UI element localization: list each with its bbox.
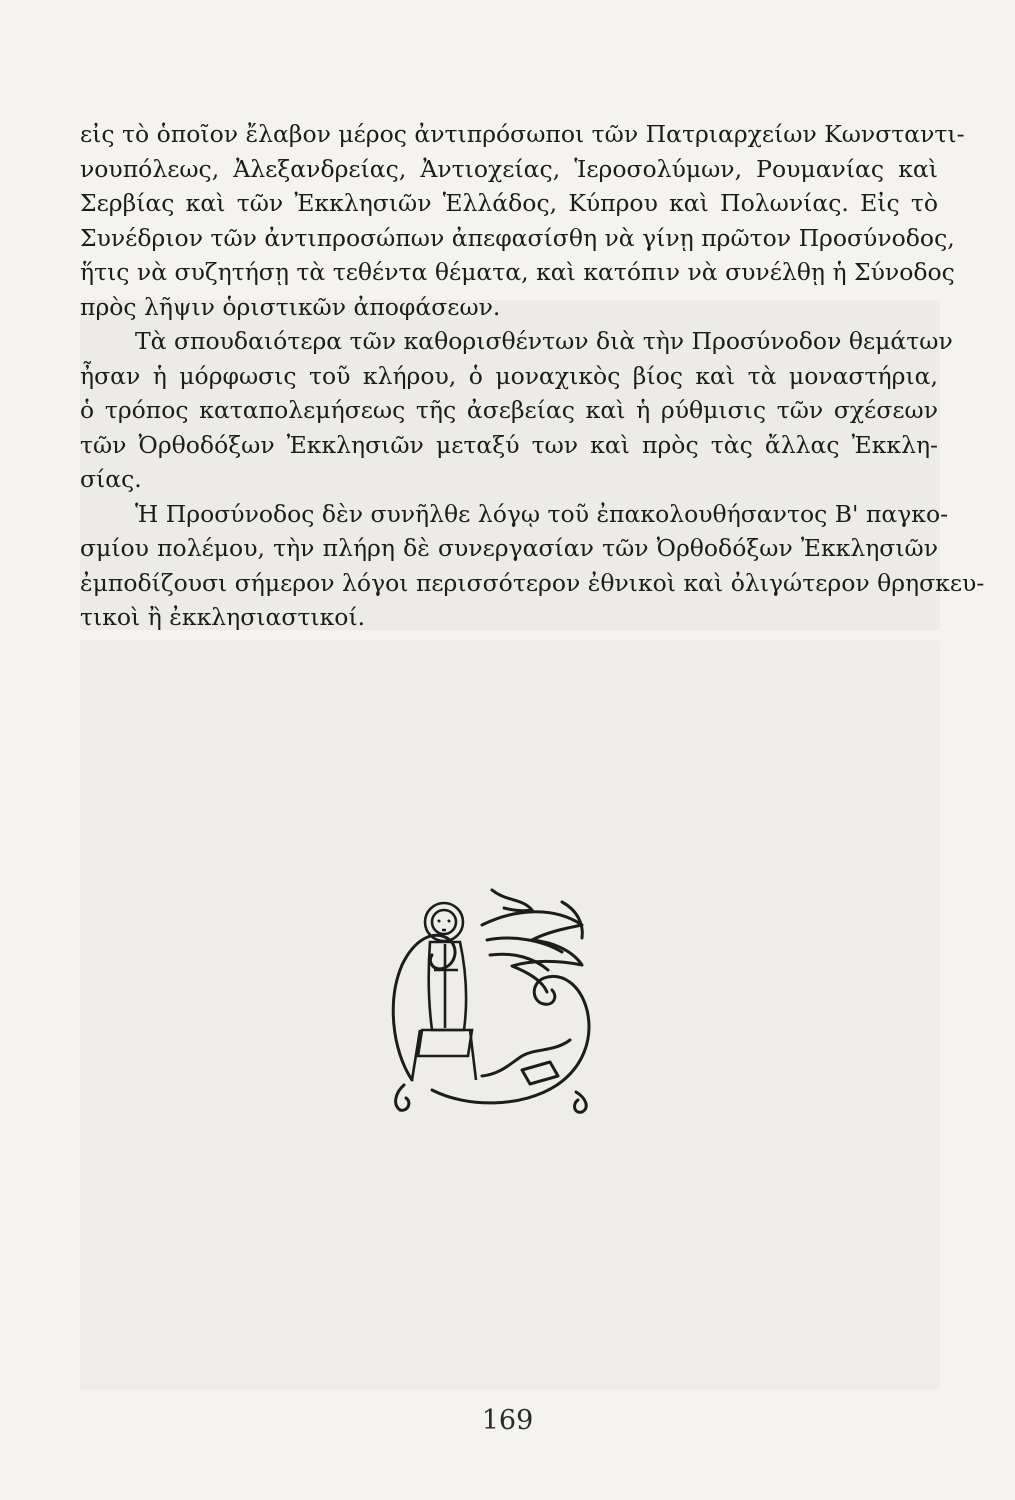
text-line: ἦσαν ἡ μόρφωσις τοῦ κλήρου, ὁ μοναχικὸς βίος καὶ τὰ μοναστήρια, (80, 361, 938, 390)
text-line: ἐμποδίζουσι σήμερον λόγοι περισσότερον ἐθνικοὶ καὶ ὀλιγώτερον θρησκευ- (80, 568, 985, 597)
text-line: σμίου πολέμου, τὴν πλήρη δὲ συνεργασίαν τῶν Ὀρθοδόξων Ἐκκλησιῶν (80, 534, 938, 562)
page-number: 169 (481, 1405, 534, 1436)
text-line: νουπόλεως, Ἀλεξανδρείας, Ἀντιοχείας, Ἱεροσολύμων, Ρουμανίας καὶ (80, 154, 938, 183)
text-line: Τὰ σπουδαιότερα τῶν καθορισθέντων διὰ τὴν Προσύνοδον θεμάτων (135, 327, 953, 355)
body-text (80, 117, 985, 635)
text-line: Συνέδριον τῶν ἀντιπροσώπων ἀπεφασίσθη νὰ γίνῃ πρῶτον Προσύνοδος, (80, 223, 955, 252)
text-line: ἥτις νὰ συζητήσῃ τὰ τεθέντα θέματα, καὶ κατόπιν νὰ συνέλθῃ ἡ Σύνοδος (80, 258, 955, 286)
text-line: τῶν Ὀρθοδόξων Ἐκκλησιῶν μεταξύ των καὶ πρὸς τὰς ἄλλας Ἐκκλη- (80, 430, 938, 459)
text-line: Σερβίας καὶ τῶν Ἐκκλησιῶν Ἑλλάδος, Κύπρου καὶ Πολωνίας. Εἰς τὸ (80, 189, 938, 217)
text-line: τικοὶ ἢ ἐκκλησιαστικοί. (80, 603, 366, 631)
text-line: εἰς τὸ ὁποῖον ἔλαβον μέρος ἀντιπρόσωποι τῶν Πατριαρχείων Κωνσταντι- (80, 120, 965, 148)
angel-vignette-icon (372, 880, 608, 1116)
text-line: Ἡ Προσύνοδος δὲν συνῆλθε λόγῳ τοῦ ἐπακολουθήσαντος Β' παγκο- (135, 499, 949, 528)
text-line: πρὸς λῆψιν ὁριστικῶν ἀποφάσεων. (80, 292, 501, 321)
text-line: σίας. (80, 465, 142, 493)
text-line: ὁ τρόπος καταπολεμήσεως τῆς ἀσεβείας καὶ ἡ ρύθμισις τῶν σχέσεων (80, 396, 938, 424)
